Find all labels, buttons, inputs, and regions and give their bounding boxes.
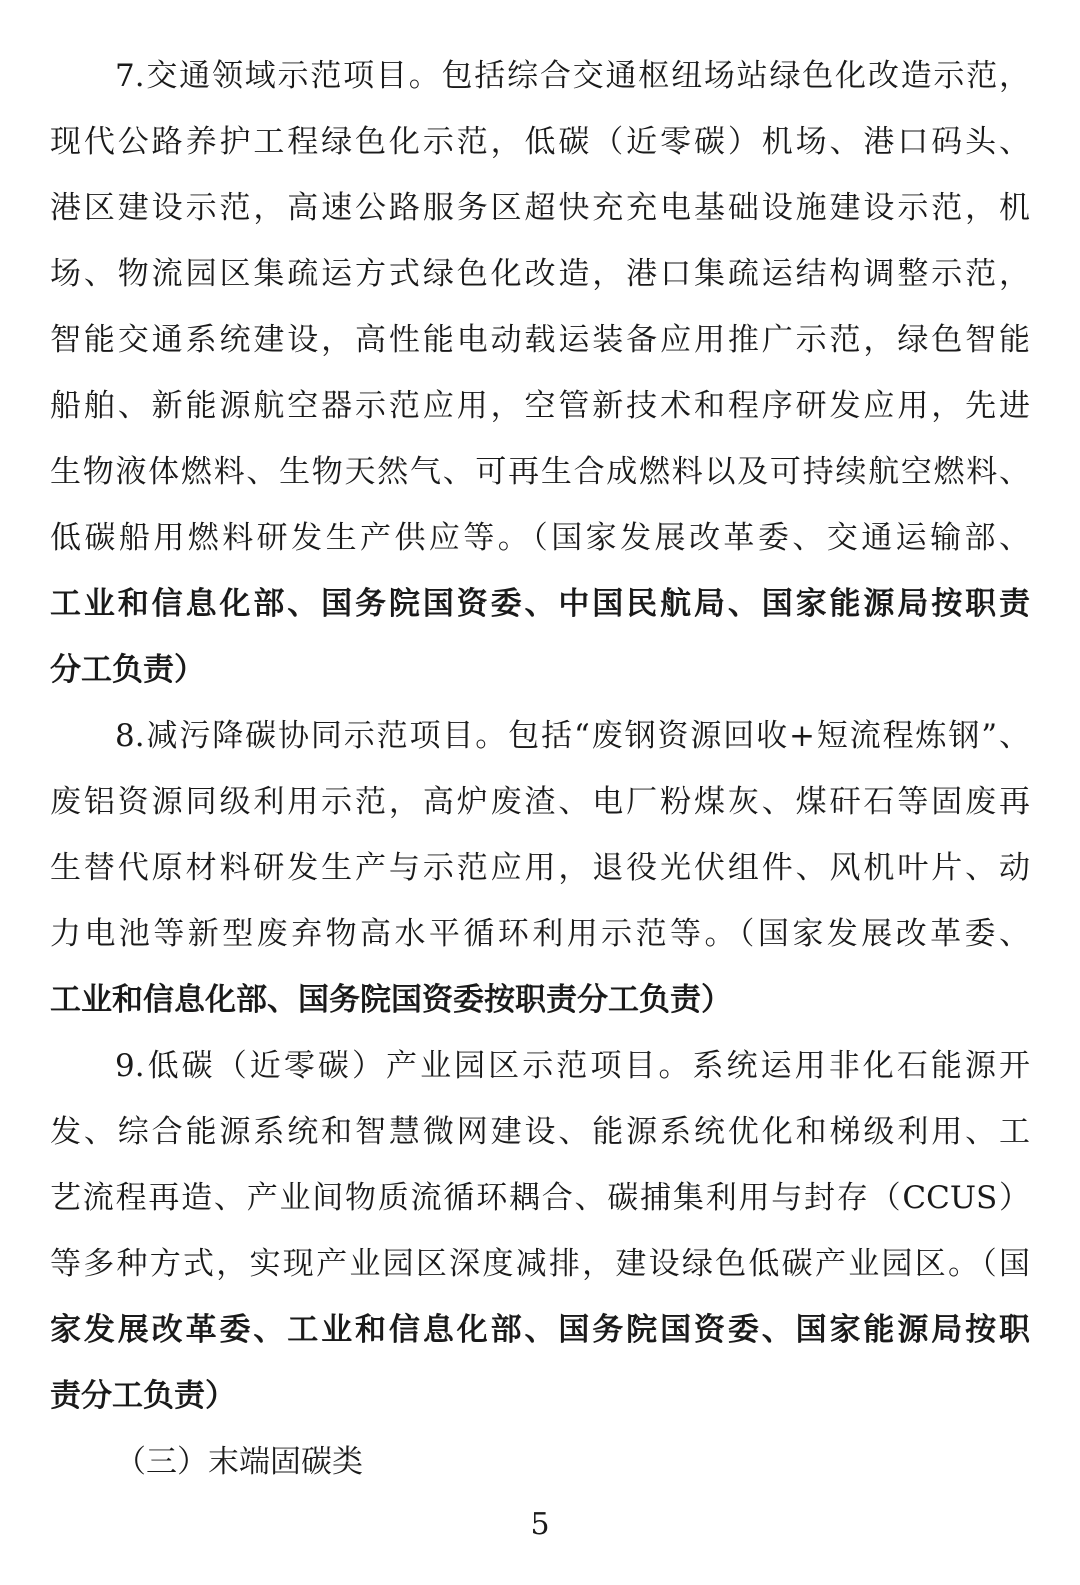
section7-line-9: 工业和信息化部、国务院国资委、中国民航局、国家能源局按职责	[50, 586, 1030, 622]
section7-line-7: 生物液体燃料、生物天然气、可再生合成燃料以及可持续航空燃料、	[50, 454, 1030, 490]
section8-line-2: 废铝资源同级利用示范，高炉废渣、电厂粉煤灰、煤矸石等固废再	[50, 784, 1030, 820]
section8-line-4: 力电池等新型废弃物高水平循环利用示范等。（国家发展改革委、	[50, 916, 1030, 952]
section9-line-3: 艺流程再造、产业间物质流循环耦合、碳捕集利用与封存（CCUS）	[50, 1180, 1030, 1216]
section9-line-2: 发、综合能源系统和智慧微网建设、能源系统优化和梯级利用、工	[50, 1114, 1030, 1150]
section7-line-1: 7.交通领域示范项目。包括综合交通枢纽场站绿色化改造示范，	[115, 58, 1030, 94]
section-heading-3: （三）末端固碳类	[115, 1444, 363, 1480]
section7-line-8: 低碳船用燃料研发生产供应等。（国家发展改革委、交通运输部、	[50, 520, 1030, 556]
page-number: 5	[530, 1507, 550, 1542]
section7-line-5: 智能交通系统建设，高性能电动载运装备应用推广示范，绿色智能	[50, 322, 1030, 358]
section9-line-4: 等多种方式，实现产业园区深度减排，建设绿色低碳产业园区。（国	[50, 1246, 1030, 1282]
section7-line-6: 船舶、新能源航空器示范应用，空管新技术和程序研发应用，先进	[50, 388, 1030, 424]
section7-line-10: 分工负责）	[50, 652, 205, 688]
section9-line-1: 9.低碳（近零碳）产业园区示范项目。系统运用非化石能源开	[115, 1048, 1030, 1084]
section8-line-1: 8.减污降碳协同示范项目。包括“废钢资源回收+短流程炼钢”、	[115, 718, 1030, 754]
section9-line-5: 家发展改革委、工业和信息化部、国务院国资委、国家能源局按职	[50, 1312, 1030, 1348]
section9-line-6: 责分工负责）	[50, 1378, 236, 1414]
section7-line-2: 现代公路养护工程绿色化示范，低碳（近零碳）机场、港口码头、	[50, 124, 1030, 160]
section8-line-3: 生替代原材料研发生产与示范应用，退役光伏组件、风机叶片、动	[50, 850, 1030, 886]
section8-line-5: 工业和信息化部、国务院国资委按职责分工负责）	[50, 982, 732, 1018]
section7-line-4: 场、物流园区集疏运方式绿色化改造，港口集疏运结构调整示范，	[50, 256, 1030, 292]
section7-line-3: 港区建设示范，高速公路服务区超快充充电基础设施建设示范，机	[50, 190, 1030, 226]
